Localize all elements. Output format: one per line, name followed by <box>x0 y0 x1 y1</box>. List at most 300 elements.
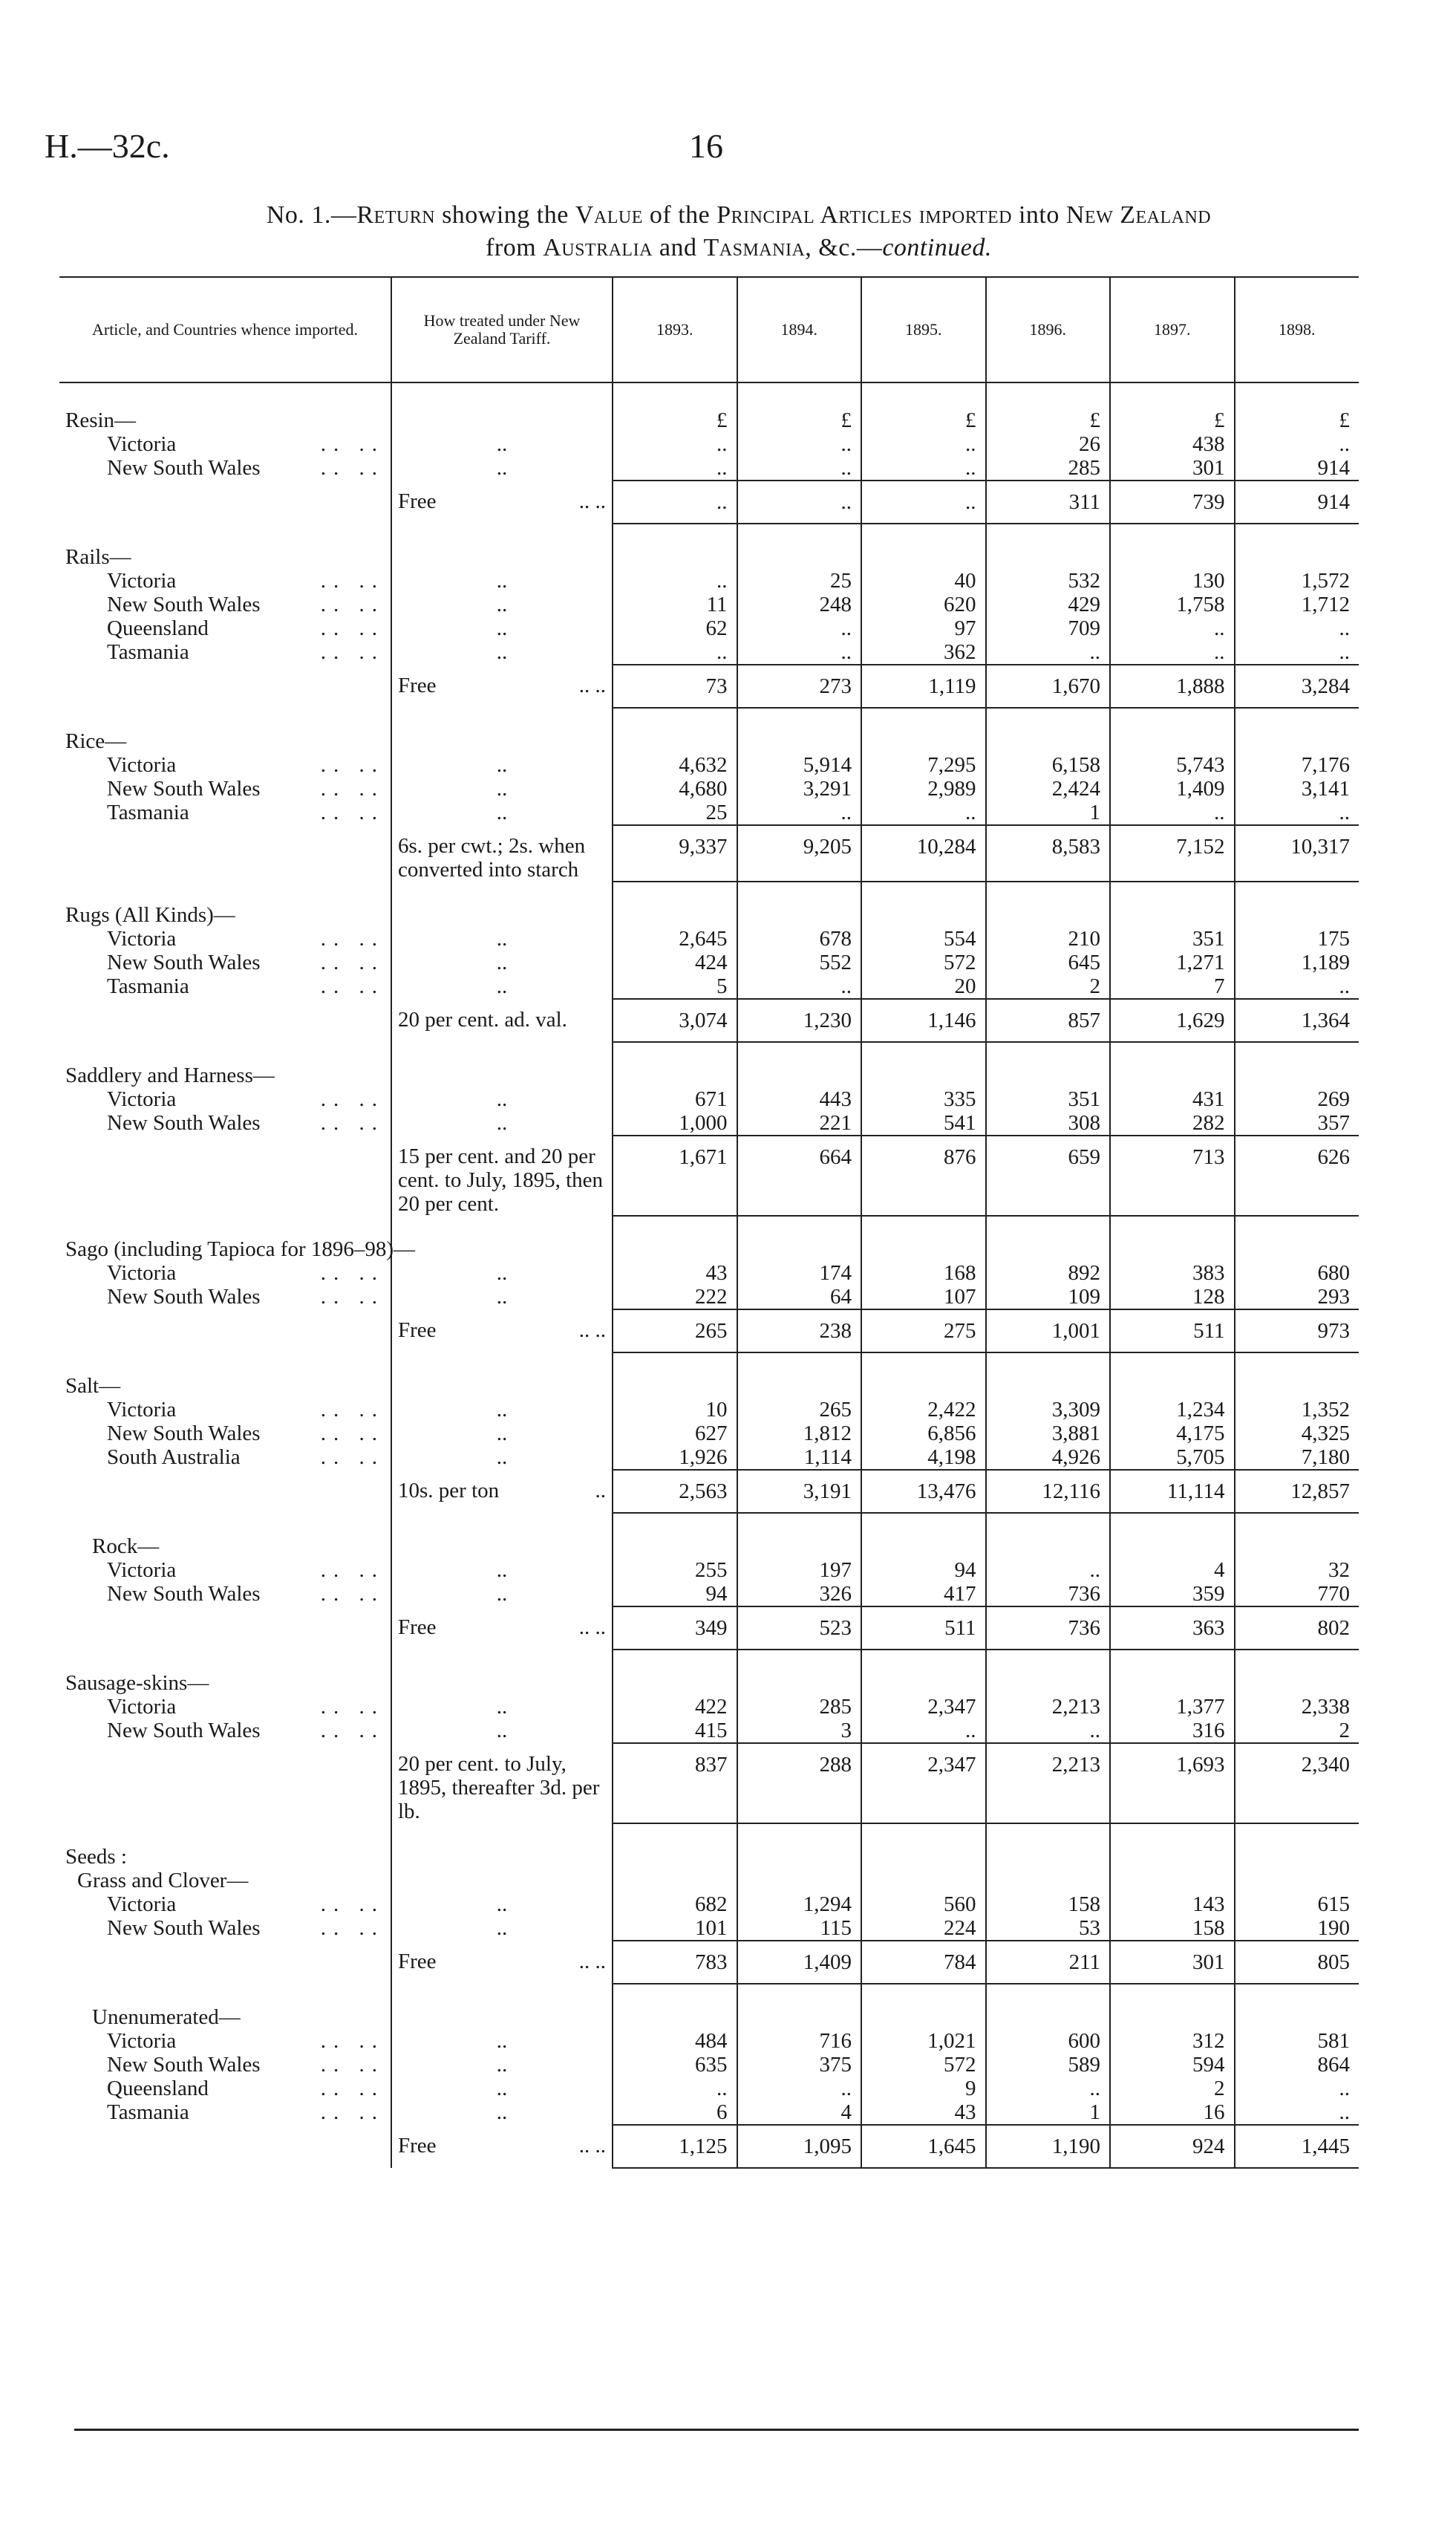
table-row <box>59 1398 1359 1422</box>
imports-table-wrapper <box>59 276 1359 2169</box>
empty-cell <box>613 708 737 729</box>
group-spacer <box>59 882 1359 903</box>
empty-cell <box>391 1374 613 1398</box>
empty-cell <box>737 1984 862 2005</box>
empty-cell <box>1235 708 1359 729</box>
empty-cell <box>1110 1534 1235 1558</box>
value-cell: 64 <box>737 1285 862 1309</box>
country-cell <box>59 593 391 616</box>
empty-cell <box>861 1237 986 1261</box>
total-row <box>59 1606 1359 1650</box>
empty-cell <box>861 1845 986 1869</box>
total-value: 1,629 <box>1110 999 1235 1042</box>
country-name: Tasmania <box>107 801 189 824</box>
empty-cell <box>1235 2005 1359 2029</box>
country-name: New South Wales <box>107 1719 261 1742</box>
empty-cell <box>1110 1216 1235 1237</box>
empty-cell <box>59 1216 391 1237</box>
empty-cell <box>986 708 1111 729</box>
country-cell <box>59 1398 391 1422</box>
value-cell: 682 <box>613 1892 737 1916</box>
value-cell: 26 <box>986 432 1111 456</box>
value-cell: 221 <box>737 1111 862 1136</box>
group-spacer <box>59 1216 1359 1237</box>
empty-cell <box>613 382 737 408</box>
total-value: 273 <box>737 665 862 708</box>
value-cell: 532 <box>986 569 1111 593</box>
value-cell: 107 <box>861 1285 986 1309</box>
value-cell: .. <box>613 432 737 456</box>
value-cell: 620 <box>861 593 986 616</box>
empty-cell <box>737 708 862 729</box>
value-cell: 5,705 <box>1110 1445 1235 1470</box>
country-name: New South Wales <box>107 1111 261 1135</box>
total-value: 1,001 <box>986 1309 1111 1352</box>
country-cell <box>59 1261 391 1285</box>
leader-dots: .. .. <box>320 2100 385 2124</box>
empty-cell <box>861 1534 986 1558</box>
total-value: 739 <box>1110 481 1235 524</box>
leader-dots: .. .. <box>320 616 385 640</box>
value-cell: 25 <box>737 569 862 593</box>
empty-cell <box>861 1869 986 1892</box>
leader-dots: .. <box>595 1479 606 1502</box>
value-cell: 312 <box>1110 2029 1235 2053</box>
total-value: 664 <box>737 1136 862 1216</box>
group-heading-row <box>59 1534 1359 1558</box>
empty-cell <box>986 1352 1111 1374</box>
header-year: 1897. <box>1110 277 1235 382</box>
value-cell: 383 <box>1110 1261 1235 1285</box>
value-cell: .. <box>1339 432 1350 456</box>
value-cell: .. <box>986 2077 1111 2100</box>
tariff-cell: .. <box>391 1719 613 1743</box>
currency-symbol: £ <box>613 408 737 432</box>
empty-cell <box>391 1671 613 1695</box>
group-heading: Seeds : <box>59 1845 391 1869</box>
table-row <box>59 1445 1359 1470</box>
empty-cell <box>986 1823 1111 1845</box>
total-value: 783 <box>613 1941 737 1984</box>
empty-cell <box>59 1743 391 1823</box>
leader-dots: .. .. <box>320 2029 385 2053</box>
value-cell: 1,271 <box>1110 951 1235 974</box>
value-cell: 2,424 <box>986 777 1111 801</box>
empty-cell <box>613 1374 737 1398</box>
empty-cell <box>737 1237 862 1261</box>
total-value: .. <box>613 481 737 524</box>
country-name: Victoria <box>107 1558 177 1582</box>
country-name: New South Wales <box>107 593 261 616</box>
table-row <box>59 2029 1359 2053</box>
total-value: 837 <box>613 1743 737 1823</box>
value-cell: .. <box>1110 801 1235 825</box>
table-row <box>59 1422 1359 1445</box>
empty-cell <box>1235 545 1359 569</box>
value-cell: 600 <box>986 2029 1111 2053</box>
header-year: 1896. <box>986 277 1111 382</box>
country-name: Victoria <box>107 1892 177 1916</box>
tariff-cell: .. <box>391 1111 613 1136</box>
country-cell <box>59 753 391 777</box>
value-cell: 158 <box>986 1892 1111 1916</box>
country-name: Victoria <box>107 753 177 777</box>
empty-cell <box>861 1216 986 1237</box>
value-cell: 175 <box>1317 927 1350 951</box>
value-cell: 645 <box>986 951 1111 974</box>
tariff-text: Free <box>398 2134 437 2158</box>
leader-dots: .. .. <box>320 1398 385 1422</box>
value-cell: 736 <box>986 1582 1111 1606</box>
total-row <box>59 825 1359 882</box>
total-value: 1,119 <box>861 665 986 708</box>
value-cell: 25 <box>613 801 737 825</box>
tariff-cell: .. <box>391 2029 613 2053</box>
header-year: 1898. <box>1235 277 1359 382</box>
tariff-cell: .. <box>391 1261 613 1285</box>
table-body <box>59 382 1359 2168</box>
table-row <box>59 2053 1359 2077</box>
total-value: 9,337 <box>613 825 737 882</box>
empty-cell <box>986 1869 1111 1892</box>
value-cell: 3 <box>737 1719 862 1743</box>
total-value: 924 <box>1110 2125 1235 2168</box>
empty-cell <box>737 382 862 408</box>
empty-cell <box>391 1650 613 1671</box>
currency-symbol: £ <box>861 408 986 432</box>
value-cell: 716 <box>737 2029 862 2053</box>
total-value: 7,152 <box>1110 825 1235 882</box>
table-row <box>59 801 1359 825</box>
empty-cell <box>59 708 391 729</box>
value-cell: 282 <box>1110 1111 1235 1136</box>
country-name: Queensland <box>107 616 209 640</box>
country-name: South Australia <box>107 1445 241 1469</box>
tariff-cell: .. <box>391 1892 613 1916</box>
group-subheading: Grass and Clover— <box>59 1869 391 1892</box>
empty-cell <box>391 408 613 432</box>
total-value: 1,645 <box>861 2125 986 2168</box>
table-row <box>59 1916 1359 1941</box>
value-cell: 572 <box>861 2053 986 2077</box>
country-cell <box>59 2100 391 2125</box>
country-cell <box>59 951 391 974</box>
country-cell <box>59 640 391 665</box>
table-row <box>59 2077 1359 2100</box>
value-cell: 265 <box>737 1398 862 1422</box>
tariff-text: Free <box>398 674 437 697</box>
value-cell: 174 <box>737 1261 862 1285</box>
value-cell: .. <box>986 1558 1111 1582</box>
table-row <box>59 1261 1359 1285</box>
value-cell: 1,352 <box>1301 1398 1350 1422</box>
value-cell: .. <box>861 1719 986 1743</box>
empty-cell <box>59 1136 391 1216</box>
value-cell: .. <box>737 2077 862 2100</box>
total-value: 12,116 <box>986 1470 1111 1513</box>
empty-cell <box>391 1984 613 2005</box>
empty-cell <box>613 524 737 545</box>
value-cell: 224 <box>861 1916 986 1941</box>
tariff-cell: .. <box>391 1285 613 1309</box>
table-row <box>59 432 1359 456</box>
leader-dots: .. .. <box>320 1445 385 1469</box>
tariff-text: 20 per cent. to July, 1895, thereafter 3d. per lb. <box>398 1752 600 1823</box>
table-row <box>59 777 1359 801</box>
empty-cell <box>737 1869 862 1892</box>
value-cell: 1,572 <box>1301 569 1350 593</box>
empty-cell <box>1110 708 1235 729</box>
leader-dots: .. .. <box>578 1615 606 1639</box>
value-cell: 2,989 <box>861 777 986 801</box>
empty-cell <box>1110 545 1235 569</box>
value-cell: 1,926 <box>613 1445 737 1470</box>
value-cell: 97 <box>861 616 986 640</box>
table-row <box>59 569 1359 593</box>
empty-cell <box>1110 1650 1235 1671</box>
value-cell: 552 <box>737 951 862 974</box>
value-cell: 248 <box>737 593 862 616</box>
value-cell: 1,021 <box>861 2029 986 2053</box>
country-cell <box>59 927 391 951</box>
value-cell: 635 <box>613 2053 737 2077</box>
value-cell: 1,812 <box>737 1422 862 1445</box>
value-cell: 168 <box>861 1261 986 1285</box>
leader-dots: .. .. <box>320 1285 385 1309</box>
empty-cell <box>986 1513 1111 1534</box>
group-spacer <box>59 1984 1359 2005</box>
value-cell: 1,377 <box>1110 1695 1235 1719</box>
country-cell <box>59 974 391 999</box>
value-cell: 581 <box>1317 2029 1350 2053</box>
country-name: Tasmania <box>107 640 189 664</box>
empty-cell <box>1110 1823 1235 1845</box>
empty-cell <box>737 1064 862 1087</box>
country-name: New South Wales <box>107 951 261 974</box>
value-cell: 351 <box>1110 927 1235 951</box>
leader-dots: .. .. <box>320 777 385 801</box>
value-cell: 4 <box>737 2100 862 2125</box>
country-cell <box>59 1285 391 1309</box>
group-spacer <box>59 708 1359 729</box>
value-cell: 3,141 <box>1301 777 1350 801</box>
country-name: New South Wales <box>107 1422 261 1445</box>
value-cell: .. <box>737 616 862 640</box>
total-value: 11,114 <box>1110 1470 1235 1513</box>
empty-cell <box>986 1064 1111 1087</box>
value-cell: 269 <box>1317 1087 1350 1111</box>
table-row <box>59 1087 1359 1111</box>
currency-symbol: £ <box>737 408 862 432</box>
country-name: Victoria <box>107 1261 177 1285</box>
total-value: 1,190 <box>986 2125 1111 2168</box>
header-how-treated: How treated under New Zealand Tariff. <box>391 277 613 382</box>
tariff-text: Free <box>398 1318 437 1342</box>
tariff-cell: .. <box>391 640 613 665</box>
empty-cell <box>1110 882 1235 903</box>
value-cell: 357 <box>1317 1111 1350 1135</box>
country-name: New South Wales <box>107 1285 261 1309</box>
value-cell: 1,189 <box>1301 951 1350 974</box>
total-row <box>59 1941 1359 1984</box>
tariff-cell: .. <box>391 927 613 951</box>
empty-cell <box>391 1869 613 1892</box>
empty-cell <box>861 2005 986 2029</box>
header-year: 1893. <box>613 277 737 382</box>
empty-cell <box>613 1513 737 1534</box>
empty-cell <box>1110 1352 1235 1374</box>
leader-dots: .. .. <box>320 1087 385 1111</box>
value-cell: 53 <box>986 1916 1111 1941</box>
group-spacer <box>59 1513 1359 1534</box>
empty-cell <box>391 1352 613 1374</box>
empty-cell <box>1235 1650 1359 1671</box>
empty-cell <box>861 1671 986 1695</box>
total-value: 511 <box>1110 1309 1235 1352</box>
empty-cell <box>861 1042 986 1064</box>
value-cell: 109 <box>986 1285 1111 1309</box>
total-value: 2,213 <box>986 1743 1111 1823</box>
page-number: 16 <box>689 127 723 165</box>
header-article: Article, and Countries whence imported. <box>59 277 391 382</box>
empty-cell <box>986 1984 1111 2005</box>
country-name: Victoria <box>107 1695 177 1719</box>
empty-cell <box>1235 1216 1359 1237</box>
value-cell: 130 <box>1110 569 1235 593</box>
empty-cell <box>59 1650 391 1671</box>
empty-cell <box>861 903 986 927</box>
empty-cell <box>1235 1374 1359 1398</box>
leader-dots: .. .. <box>320 951 385 974</box>
total-value: 275 <box>861 1309 986 1352</box>
value-cell: .. <box>737 801 862 825</box>
value-cell: 301 <box>1110 456 1235 481</box>
value-cell: 1,712 <box>1301 593 1350 616</box>
value-cell: 627 <box>613 1422 737 1445</box>
header-year: 1894. <box>737 277 862 382</box>
value-cell: 3,881 <box>986 1422 1111 1445</box>
empty-cell <box>861 1984 986 2005</box>
total-value: 1,409 <box>737 1941 862 1984</box>
tariff-text: Free <box>398 489 437 513</box>
value-cell: .. <box>861 456 986 481</box>
table-row <box>59 1892 1359 1916</box>
tariff-treatment <box>391 1309 613 1352</box>
tariff-text: 15 per cent. and 20 per cent. to July, 1895, then 20 per cent. <box>398 1144 603 1216</box>
table-row <box>59 1558 1359 1582</box>
empty-cell <box>613 545 737 569</box>
leader-dots: .. .. <box>320 1111 385 1135</box>
value-cell: 210 <box>986 927 1111 951</box>
country-name: Victoria <box>107 1087 177 1111</box>
empty-cell <box>613 1671 737 1695</box>
leader-dots: .. .. <box>320 432 385 456</box>
empty-cell <box>986 2005 1111 2029</box>
total-row <box>59 665 1359 708</box>
value-cell: 615 <box>1317 1892 1350 1916</box>
empty-cell <box>861 1064 986 1087</box>
leader-dots: .. .. <box>320 1261 385 1285</box>
value-cell: 417 <box>861 1582 986 1606</box>
value-cell: 20 <box>861 974 986 999</box>
value-cell: 7,176 <box>1301 753 1350 777</box>
value-cell: 1,234 <box>1110 1398 1235 1422</box>
value-cell: .. <box>1339 2077 1350 2100</box>
leader-dots: .. .. <box>578 2134 606 2158</box>
group-heading: Sausage-skins— <box>59 1671 391 1695</box>
country-cell <box>59 1892 391 1916</box>
value-cell: 2,213 <box>986 1695 1111 1719</box>
table-row <box>59 1285 1359 1309</box>
empty-cell <box>986 1237 1111 1261</box>
tariff-treatment <box>391 1606 613 1650</box>
group-heading-row <box>59 408 1359 432</box>
tariff-cell: .. <box>391 1087 613 1111</box>
empty-cell <box>986 729 1111 753</box>
group-spacer <box>59 524 1359 545</box>
leader-dots: .. .. <box>578 674 606 697</box>
table-header-row <box>59 277 1359 382</box>
empty-cell <box>1235 1845 1359 1869</box>
total-value: 9,205 <box>737 825 862 882</box>
empty-cell <box>391 524 613 545</box>
tariff-cell: .. <box>391 753 613 777</box>
country-name: Victoria <box>107 432 177 456</box>
value-cell: 678 <box>737 927 862 951</box>
value-cell: 1,000 <box>613 1111 737 1136</box>
total-value: 363 <box>1110 1606 1235 1650</box>
empty-cell <box>737 1042 862 1064</box>
empty-cell <box>986 545 1111 569</box>
empty-cell <box>986 1216 1111 1237</box>
table-row <box>59 753 1359 777</box>
value-cell: 285 <box>986 456 1111 481</box>
value-cell: .. <box>613 640 737 665</box>
group-heading: Rails— <box>59 545 391 569</box>
tariff-treatment <box>391 1941 613 1984</box>
currency-symbol: £ <box>1339 408 1350 432</box>
empty-cell <box>1110 1064 1235 1087</box>
empty-cell <box>1235 1534 1359 1558</box>
empty-cell <box>391 1513 613 1534</box>
tariff-treatment <box>391 481 613 524</box>
value-cell: 2 <box>1110 2077 1235 2100</box>
value-cell: 554 <box>861 927 986 951</box>
empty-cell <box>1110 1671 1235 1695</box>
total-value: 1,230 <box>737 999 862 1042</box>
tariff-cell: .. <box>391 432 613 456</box>
total-value: 659 <box>986 1136 1111 1216</box>
tariff-treatment <box>391 1136 613 1216</box>
value-cell: 709 <box>986 616 1111 640</box>
value-cell: 4,926 <box>986 1445 1111 1470</box>
country-cell <box>59 569 391 593</box>
empty-cell <box>1110 1513 1235 1534</box>
value-cell: 16 <box>1110 2100 1235 2125</box>
empty-cell <box>59 1352 391 1374</box>
group-heading-row <box>59 1845 1359 1869</box>
table-row <box>59 640 1359 665</box>
country-name: New South Wales <box>107 2053 261 2077</box>
value-cell: 424 <box>613 951 737 974</box>
leader-dots: .. .. <box>320 1695 385 1719</box>
empty-cell <box>1235 1869 1359 1892</box>
empty-cell <box>391 1823 613 1845</box>
group-heading: Sago (including Tapioca for 1896–98)— <box>59 1237 391 1261</box>
value-cell: .. <box>1339 2100 1350 2124</box>
leader-dots: .. .. <box>320 1558 385 1582</box>
leader-dots: .. .. <box>320 1719 385 1742</box>
